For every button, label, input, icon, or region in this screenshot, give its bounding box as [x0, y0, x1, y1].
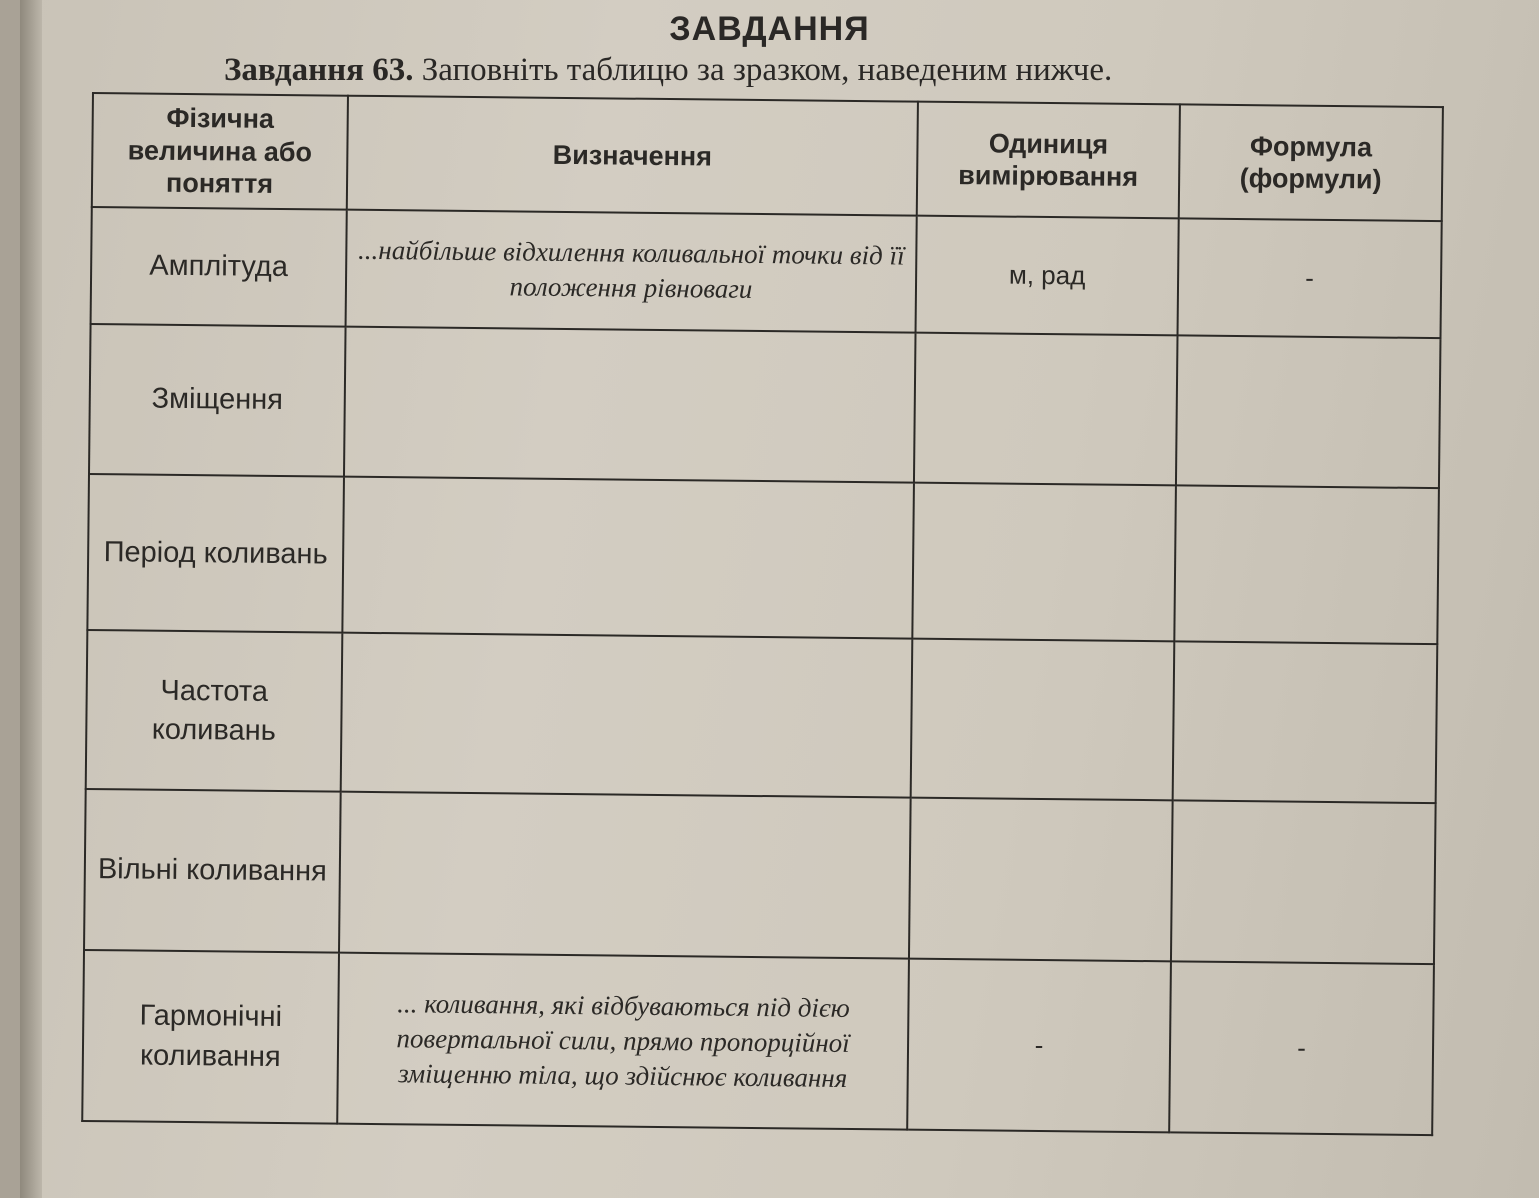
cell-unit: -	[907, 959, 1171, 1133]
cell-definition: ... коливання, які відбуваються під дією повертальної сили, прямо пропорційної зміщенню тіла, що здійснює коливання	[337, 953, 909, 1130]
cell-formula: -	[1169, 961, 1434, 1135]
cell-formula[interactable]	[1173, 642, 1438, 804]
page-binding-shadow	[20, 0, 42, 1198]
cell-unit[interactable]	[911, 639, 1175, 801]
section-title: ЗАВДАННЯ	[669, 10, 870, 48]
cell-unit: м, рад	[916, 216, 1179, 335]
cell-formula[interactable]	[1174, 486, 1439, 645]
cell-definition[interactable]	[342, 477, 914, 639]
table-row	[89, 324, 1441, 489]
header-definition: Визначення	[347, 96, 918, 216]
cell-quantity: Частота коливань	[86, 630, 343, 792]
header-unit: Одиниця вимірювання	[917, 102, 1180, 219]
table-header-row	[92, 93, 1443, 221]
task-number: Завдання 63.	[224, 52, 414, 88]
cell-definition[interactable]	[341, 633, 913, 798]
table-container	[81, 92, 1452, 1156]
cell-definition[interactable]	[344, 326, 916, 483]
cell-formula: -	[1178, 218, 1442, 337]
cell-quantity: Вільні коливання	[84, 789, 341, 953]
cell-unit[interactable]	[912, 483, 1176, 642]
table-row	[82, 950, 1434, 1135]
task-text: Заповніть таблицю за зразком, наведеним нижче.	[421, 52, 1113, 88]
table-row	[86, 630, 1438, 803]
table-row	[84, 789, 1436, 964]
cell-quantity: Період коливань	[87, 474, 344, 633]
cell-formula[interactable]	[1176, 335, 1441, 489]
cell-unit[interactable]	[914, 332, 1178, 486]
header-formula: Формула (формули)	[1179, 104, 1443, 221]
cell-definition[interactable]	[339, 792, 911, 959]
task-statement	[224, 52, 1112, 89]
header-quantity: Фізична величина або поняття	[92, 93, 348, 210]
table-row	[91, 207, 1442, 338]
cell-unit[interactable]	[909, 798, 1173, 962]
table-row	[87, 474, 1439, 644]
cell-quantity: Зміщення	[89, 324, 346, 477]
cell-definition: ...найбільше відхилення коливальної точки від її положення рівноваги	[346, 210, 917, 333]
exercise-table	[81, 92, 1444, 1136]
cell-quantity: Амплітуда	[91, 207, 347, 326]
cell-formula[interactable]	[1171, 800, 1436, 964]
cell-quantity: Гармонічні коливання	[82, 950, 339, 1124]
